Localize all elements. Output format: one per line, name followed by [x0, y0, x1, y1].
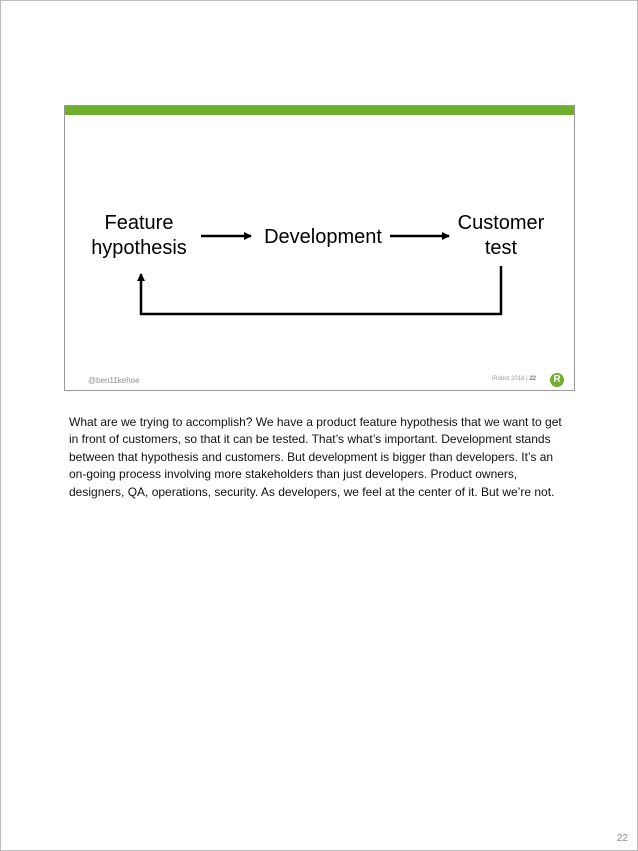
- node-feature-line2: hypothesis: [91, 237, 187, 259]
- feedback-loop-diagram: [65, 106, 575, 391]
- page-number: 22: [616, 833, 628, 844]
- slide-footer-event-name: iRobot 2018 |: [492, 376, 528, 382]
- slide-footer-event: [492, 376, 536, 382]
- node-customer-line2: test: [484, 237, 518, 259]
- node-customer-line1: Customer: [457, 212, 545, 234]
- brand-logo-icon: R: [550, 373, 564, 387]
- node-development: Development: [264, 226, 382, 248]
- node-feature-line1: Feature: [104, 212, 174, 234]
- arrow-feedback-loop: [141, 266, 501, 314]
- slide-footer-handle: @ben11kehoe: [88, 376, 140, 385]
- slide-thumbnail: [64, 105, 575, 391]
- speaker-notes: What are we trying to accomplish? We have a product feature hypothesis that we want to get in front of customers, so that it can be tested. That’s what’s important. Development stands between that hypothesis and customers. But development is bigger than developers. It’s an on-going process involving more stakeholders than just developers. Product owners, designers, QA, operations, security. As developers, we feel at the center of it. But we’re not.: [69, 415, 562, 499]
- slide-footer-number: 22: [529, 376, 536, 382]
